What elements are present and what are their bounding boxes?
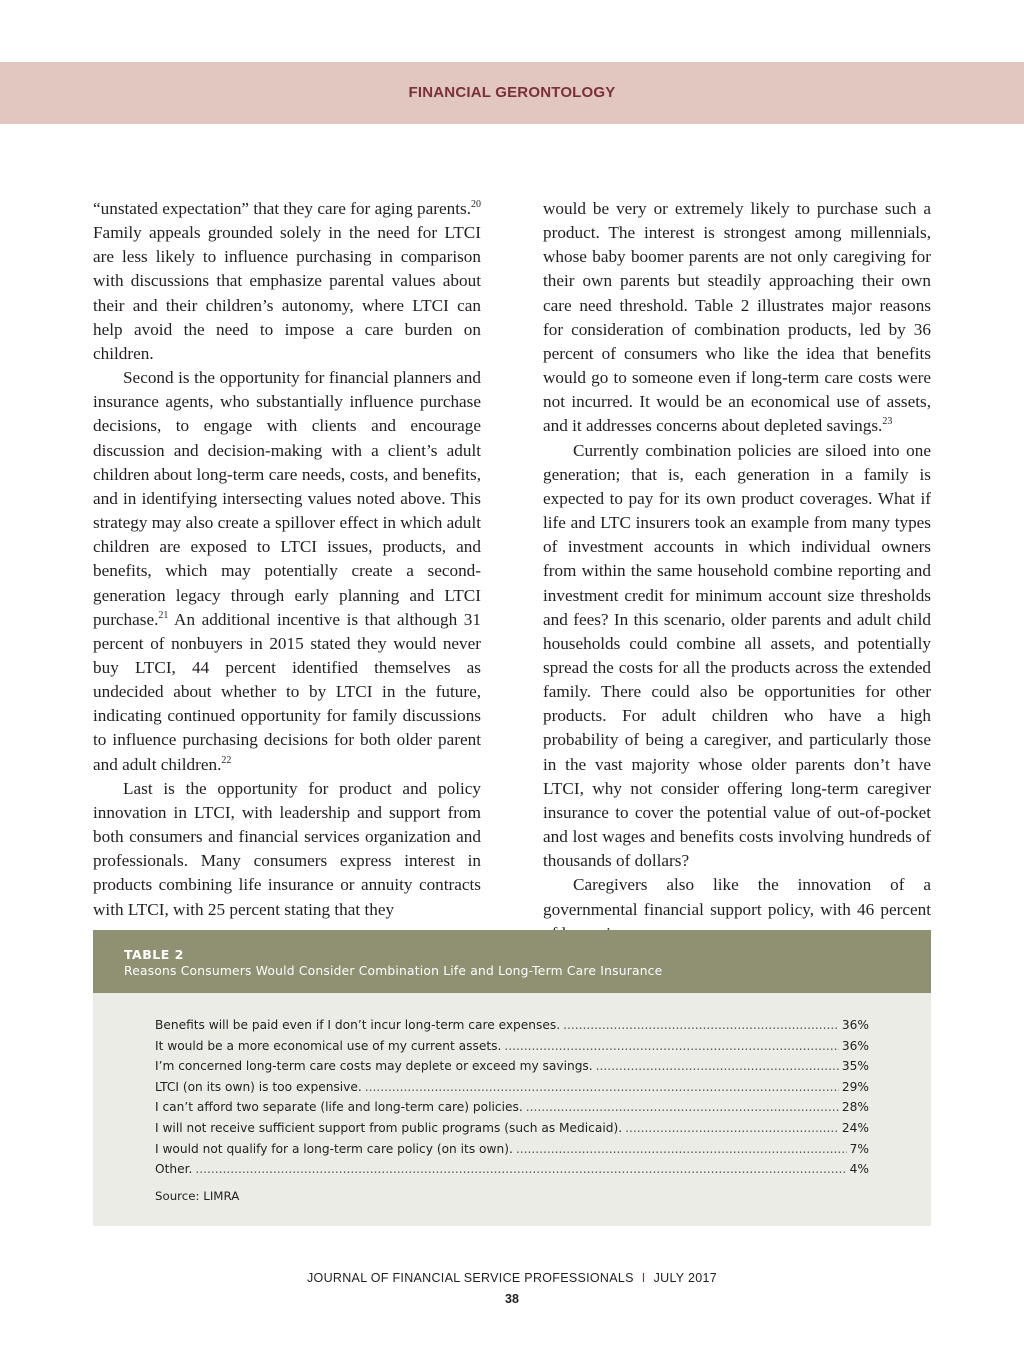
table-row — [155, 1039, 869, 1060]
table-row — [155, 1080, 869, 1101]
right-column — [543, 197, 931, 946]
paragraph: Currently combination policies are siloed into one generation; that is, each generation in a family is expected to pay for its own product coverages. What if life and LTC insurers took an example from many types of investment accounts in which individual owners from within the same household combine reporting and investment credit for minimum account size thresholds and fees? In this scenario, older parents and adult child households could combine all assets, and potentially spread the costs for all the products across the extended family. There could also be opportunities for other products. For adult children who have a high probability of being a caregiver, and particularly those in the vast majority whose older parents don’t have LTCI, why not consider offering long-term caregiver insurance to cover the potential value of out-of-pocket and lost wages and benefits costs involving hundreds of thousands of dollars? — [543, 440, 931, 871]
page-number: 38 — [505, 1292, 519, 1306]
leader-dots — [625, 1121, 839, 1135]
reason: I will not receive sufficient support from public programs (such as Medicaid). — [155, 1120, 623, 1135]
footnote-ref[interactable]: 20 — [471, 199, 481, 210]
percent: 36% — [841, 1018, 869, 1032]
leader-dots — [596, 1059, 839, 1073]
leader-dots — [195, 1162, 846, 1176]
table-header — [93, 930, 931, 993]
section-title: FINANCIAL GERONTOLOGY — [408, 84, 616, 101]
footnote-ref[interactable]: 23 — [882, 416, 893, 428]
percent: 28% — [841, 1100, 869, 1115]
percent: 29% — [841, 1079, 869, 1094]
percent: 36% — [841, 1038, 869, 1053]
reason: It would be a more economical use of my current assets. — [155, 1038, 502, 1053]
table-title: Reasons Consumers Would Consider Combination Life and Long-Term Care Insurance — [124, 964, 663, 978]
table-row — [155, 1121, 869, 1142]
issue-date: JULY 2017 — [653, 1271, 717, 1285]
footer-separator: I — [641, 1271, 646, 1285]
table-row — [155, 1059, 869, 1080]
left-column — [93, 197, 481, 922]
journal-name: JOURNAL OF FINANCIAL SERVICE PROFESSIONALS — [307, 1271, 634, 1285]
reason: Other. — [155, 1162, 193, 1177]
reason: I’m concerned long-term care costs may deplete or exceed my savings. — [155, 1059, 593, 1074]
table-source: Source: LIMRA — [155, 1189, 240, 1203]
paragraph: Caregivers also like the innovation of a governmental financial support policy, with 46 percent — [543, 875, 931, 919]
reason: I can’t afford two separate (life and long-term care) policies. — [155, 1100, 523, 1115]
reason: Benefits will be paid even if I don’t incur long-term care expenses. — [155, 1018, 561, 1032]
leader-dots — [365, 1080, 839, 1094]
table-row — [155, 1018, 869, 1039]
leader-dots — [516, 1142, 847, 1156]
leader-dots — [563, 1018, 839, 1032]
percent: 4% — [849, 1162, 869, 1177]
paragraph: would be very or extremely likely to purchase such a product. The interest is strongest among millennials, whose baby boomer parents are not only caregiving for their own parents but steadily approaching their own care need threshold. Table 2 illustrates major reasons for consideration of combination products, led by 36 percent of consumers who like the idea that benefits would go to someone even if long-term care costs were not incurred. It would be an economical use of assets, and it addresses concerns about depleted savings.$^{23}$ — [543, 199, 931, 436]
reason: I would not qualify for a long-term care policy (on its own). — [155, 1141, 513, 1156]
paragraph: Second is the opportunity for financial planners and insurance agents, who substantially influence purchase decisions, to engage with clients and encourage discussion and decision-making with a client’s adult children about long-term care needs, costs, and benefits, and in identifying intersecting values noted above. This strategy may also create a spillover effect in which adult children are exposed to LTCI issues, products, and benefits, which may potentially create a second-generation legacy through early planning and LTCI purchase.$^{21}$ An additional incentive is that although 31 percent of nonbuyers in 2015 stated they would never buy LTCI, 44 percent identified themselves as undecided about whether to by LTCI in the future, indicating continued opportunity for family discussions to influence purchasing decisions for both older parent and adult children.$^{22}$ — [93, 368, 481, 774]
table-label: TABLE 2 — [124, 947, 184, 962]
table-row — [155, 1162, 869, 1183]
paragraph: “unstated expectation” that they care for aging parents.$^{20}$ Family appeals grounded solely in the need for LTCI are less likely to influence purchasing in comparison with discussions that emphasize parental values about their and their children’s autonomy, where LTCI can help avoid the need to impose a care burden on children. — [93, 199, 481, 363]
leader-dots — [504, 1039, 839, 1053]
table-row — [155, 1100, 869, 1121]
percent: 7% — [849, 1141, 869, 1156]
percent: 35% — [841, 1059, 869, 1074]
leader-dots — [526, 1100, 839, 1114]
footer — [0, 1271, 1024, 1285]
footnote-ref[interactable]: 22 — [221, 754, 232, 766]
reason: LTCI (on its own) is too expensive. — [155, 1079, 362, 1094]
footnote-ref[interactable]: 21 — [158, 609, 169, 621]
table-rows — [155, 1018, 869, 1183]
percent: 24% — [841, 1120, 869, 1135]
table-2 — [93, 930, 931, 1226]
paragraph: Last is the opportunity for product and policy innovation in LTCI, with leadership and support from both consumers and financial services organization and professionals. Many consumers express interest in products combining life insurance or annuity contracts with LTCI, with 25 percent stating that they — [93, 778, 481, 919]
table-row — [155, 1142, 869, 1163]
